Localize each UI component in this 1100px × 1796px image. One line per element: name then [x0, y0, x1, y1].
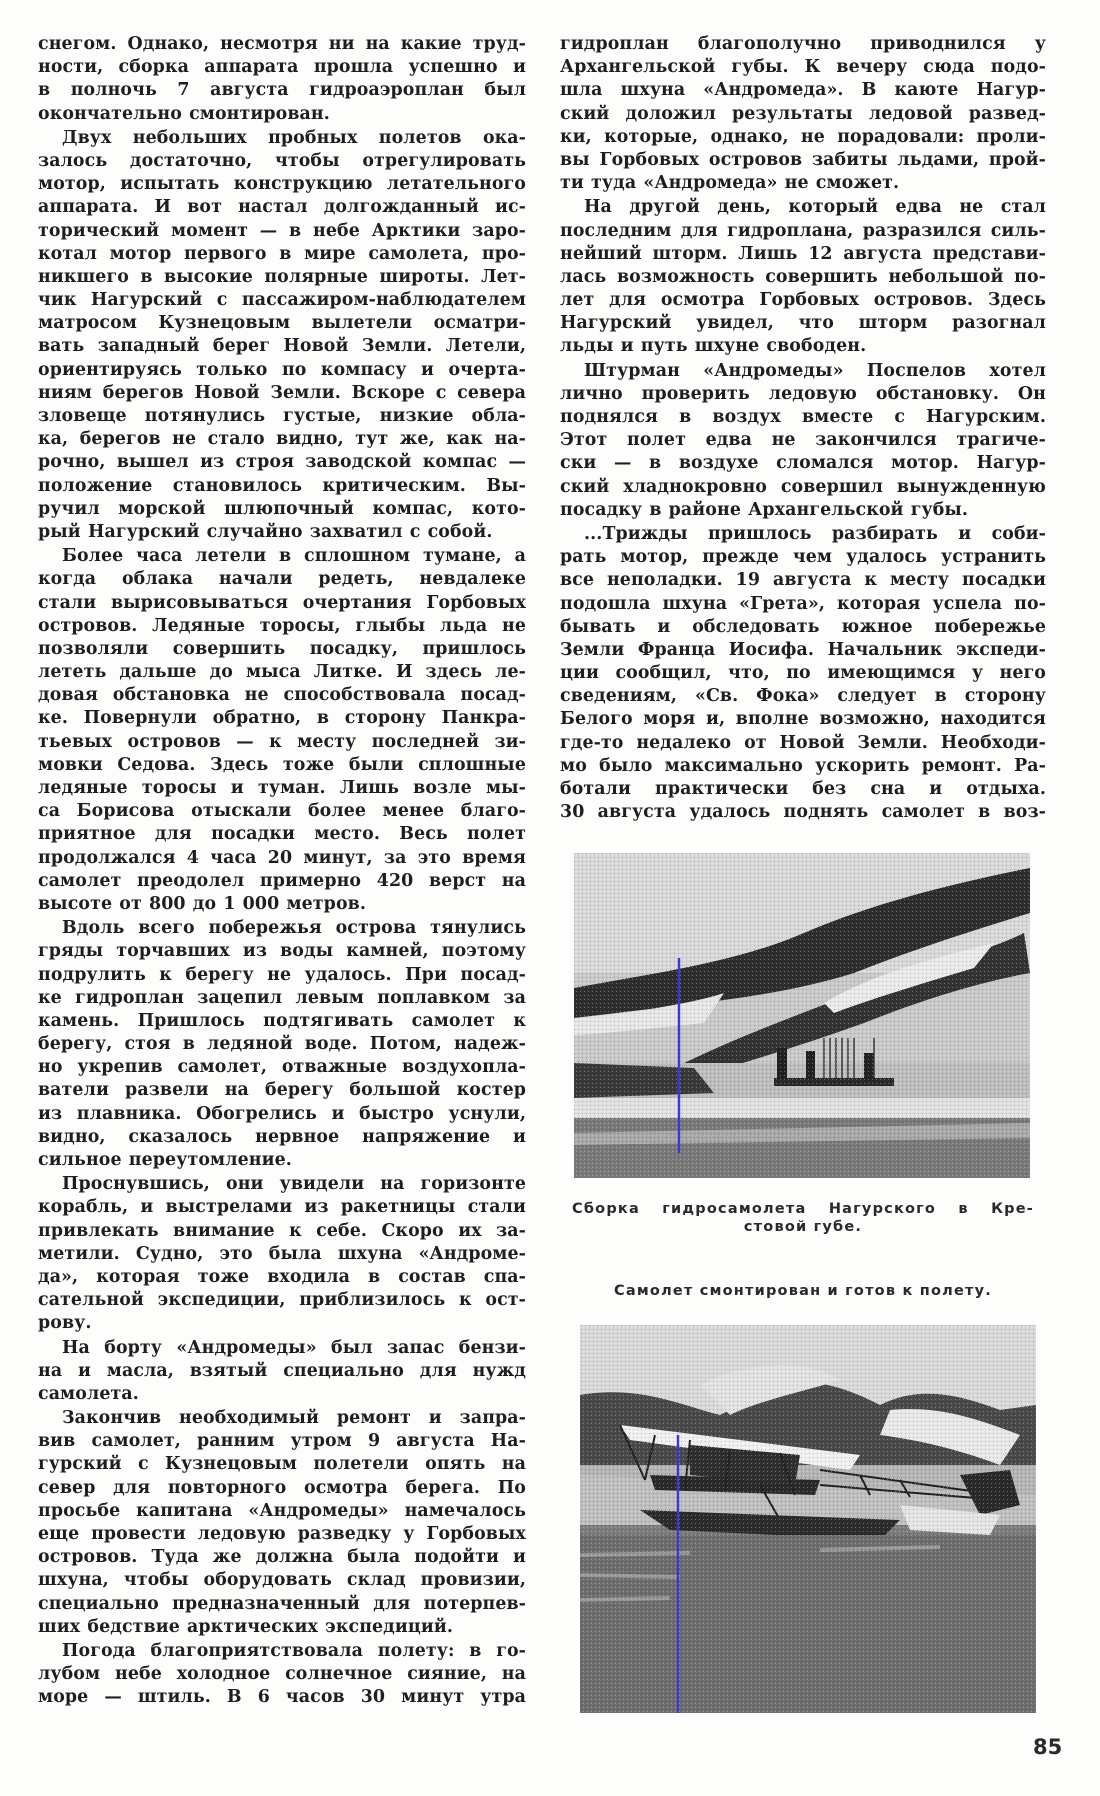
text-line: чик Нагурский с пассажиром-наблюдателем	[38, 290, 526, 311]
text-line: сательной экспедиции, приблизилось к ост-	[38, 1290, 526, 1311]
text-line: ших бедствие арктических экспедиций.	[38, 1616, 453, 1637]
text-line: берегу, стоя в ледяной воде. Потом, надеж-	[38, 1034, 526, 1055]
text-line: ка, берегов не стало видно, тут же, как на-	[38, 429, 526, 450]
text-line: вив самолет, ранним утром 9 августа На-	[38, 1431, 526, 1452]
text-line: Нагурский увидел, что шторм разогнал	[560, 313, 1046, 334]
text-line: гряды торчавших из воды камней, поэтому	[38, 941, 526, 962]
text-line: лась возможность совершить небольшой по-	[560, 266, 1046, 287]
text-line: положение становилось критическим. Вы-	[38, 475, 526, 496]
page-number: 85	[1033, 1735, 1063, 1759]
paragraph	[38, 545, 526, 916]
text-line: самолета.	[38, 1383, 139, 1404]
text-line: высоте от 800 до 1 000 метров.	[38, 893, 366, 914]
text-line: снегом. Однако, несмотря ни на какие труд-	[38, 34, 526, 54]
text-line: лететь дальше до мыса Литке. И здесь ле-	[38, 662, 526, 683]
figure-caption-1-line-1: Сборка гидросамолета Нагурского в Кре-	[572, 1201, 1034, 1217]
paragraph	[38, 1337, 526, 1407]
text-line: довая обстановка не способствовала посад-	[38, 685, 526, 706]
text-line: все неполадки. 19 августа к месту посадки	[560, 570, 1046, 591]
text-line: привлекать внимание к себе. Скоро их за-	[38, 1220, 526, 1241]
text-line: продолжался 4 часа 20 минут, за это время	[38, 847, 526, 868]
text-line: лично проверить ледовую обстановку. Он	[560, 383, 1046, 404]
figure-caption-1-line-2: стовой губе.	[743, 1219, 863, 1235]
text-line: лет для осмотра Горбовых островов. Здесь	[560, 290, 1046, 311]
paragraph	[38, 33, 526, 126]
text-line: ботали практически без сна и отдыха.	[560, 779, 1046, 799]
text-line: где-то недалеко от Новой Земли. Необходи-	[560, 732, 1046, 753]
figure-caption-1	[572, 1200, 1034, 1236]
text-line: Архангельской губы. К вечеру сюда подо-	[560, 57, 1046, 78]
text-line: метили. Судно, это была шхуна «Андроме-	[38, 1243, 526, 1264]
text-line: подрулить к берегу не удалось. При посад-	[38, 964, 526, 985]
text-line: подошла шхуна «Грета», которая успела по-	[560, 593, 1046, 614]
text-line: еще провести ледовую разведку у Горбовых	[38, 1524, 526, 1544]
text-line: Закончив необходимый ремонт и запра-	[62, 1408, 526, 1429]
text-line: вать западный берег Новой Земли. Летели,	[38, 336, 526, 357]
text-line: ке гидроплан зацепил левым поплавком за	[38, 987, 526, 1008]
text-line: мо было максимально ускорить ремонт. Ра-	[560, 755, 1046, 776]
text-line: мовки Седова. Здесь тоже были сплошные	[38, 754, 526, 775]
figure-caption-2: Самолет смонтирован и готов к полету.	[614, 1283, 992, 1299]
text-line: позволяли совершить посадку, пришлось	[38, 638, 526, 659]
text-line: просьбе капитана «Андромеды» намечалось	[38, 1500, 526, 1521]
text-line: Вдоль всего побережья острова тянулись	[62, 918, 526, 939]
text-line: из плавника. Обогрелись и быстро уснули,	[38, 1103, 526, 1124]
text-line: самолет преодолел примерно 420 верст на	[38, 870, 526, 891]
text-line: Этот полет едва не закончился трагиче-	[560, 430, 1046, 451]
text-line: ти туда «Андромеда» не сможет.	[560, 173, 900, 194]
text-line: ки, которые, однако, не порадовали: проли-	[560, 126, 1046, 147]
text-line: ...Трижды пришлось разбирать и соби-	[584, 523, 1046, 544]
text-line: да», которая тоже входила в состав спа-	[38, 1266, 526, 1287]
text-line: островов. Туда же должна была подойти и	[38, 1547, 526, 1568]
text-line: льды и путь шхуне свободен.	[560, 336, 867, 357]
text-line: окончательно смонтирован.	[38, 103, 330, 124]
text-line: ности, сборка аппарата прошла успешно и	[38, 57, 526, 78]
text-line: специально предназначенный для потерпев-	[38, 1593, 526, 1614]
text-line: бывать и обследовать южное побережье	[560, 616, 1046, 637]
left-column	[38, 33, 526, 1710]
text-line: торический момент — в небе Арктики заро-	[38, 220, 526, 241]
text-line: ский доложил результаты ледовой развед-	[560, 103, 1046, 124]
text-line: рый Нагурский случайно захватил с собой.	[38, 521, 493, 542]
text-line: но укрепив самолет, отважные воздухопла-	[38, 1057, 526, 1078]
text-line: Белого моря и, вполне возможно, находится	[560, 709, 1046, 730]
text-line: на и масла, взятый специально для нужд	[38, 1360, 526, 1381]
text-line: Более часа летели в сплошном тумане, а	[62, 546, 526, 567]
text-line: Погода благоприятствовала полету: в го-	[62, 1640, 526, 1661]
photo-seaplane-on-water-image	[580, 1325, 1036, 1713]
paragraph	[560, 33, 1046, 195]
text-line: ции сообщил, что, по имеющимся у него	[560, 663, 1046, 684]
text-line: Проснувшись, они увидели на горизонте	[62, 1174, 526, 1195]
text-line: шла шхуна «Андромеда». В каюте Нагур-	[560, 80, 1046, 101]
paragraph	[38, 1640, 526, 1710]
text-line: ниям берегов Новой Земли. Вскоре с севера	[38, 382, 526, 403]
text-line: Двух небольших пробных полетов ока-	[62, 127, 526, 148]
text-line: посадку в районе Архангельской губы.	[560, 499, 969, 520]
text-line: зловеще потянулись густые, низкие обла-	[38, 406, 526, 426]
paragraph	[38, 127, 526, 544]
text-line: гурский с Кузнецовым полетели опять на	[38, 1454, 526, 1475]
text-line: ский хладнокровно совершил вынужденную	[560, 476, 1046, 497]
text-line: нейший шторм. Лишь 12 августа представи-	[560, 243, 1046, 264]
text-line: стали вырисовываться очертания Горбовых	[38, 592, 526, 613]
text-line: мотор, испытать конструкцию летательного	[38, 174, 526, 195]
text-line: когда облака начали редеть, невдалеке	[38, 569, 526, 590]
paragraph	[38, 1407, 526, 1639]
paragraph	[560, 360, 1046, 522]
text-line: островов. Ледяные торосы, глыбы льда не	[38, 615, 526, 636]
text-line: сильное переутомление.	[38, 1150, 292, 1170]
text-line: север для повторного осмотра берега. По	[38, 1477, 526, 1498]
text-line: тьевых островов — к месту последней зи-	[38, 731, 526, 752]
text-line: шхуна, чтобы оборудовать склад провизии,	[38, 1570, 526, 1591]
text-line: ватели развели на берегу большой костер	[38, 1080, 526, 1101]
text-line: рочно, вышел из строя заводской компас —	[38, 452, 526, 473]
paragraph	[560, 523, 1046, 824]
photo-seaplane-on-water	[580, 1325, 1036, 1713]
text-line: вы Горбовых островов забиты льдами, прой-	[560, 149, 1046, 170]
text-line: са Борисова отыскали более менее благо-	[38, 801, 526, 822]
text-line: аппарата. И вот настал долгожданный ис-	[38, 197, 526, 218]
text-line: видно, сказалось нервное напряжение и	[38, 1126, 526, 1147]
text-line: котал мотор первого в мире самолета, про-	[38, 243, 526, 264]
text-line: ручил морской шлюпочный компас, кото-	[38, 498, 526, 519]
text-line: море — штиль. В 6 часов 30 минут утра	[38, 1687, 526, 1708]
text-line: На другой день, который едва не стал	[584, 197, 1046, 218]
text-line: ски — в воздухе сломался мотор. Нагур-	[560, 453, 1046, 474]
text-line: Земли Франца Иосифа. Начальник экспеди-	[560, 639, 1046, 660]
text-line: в полночь 7 августа гидроаэроплан был	[38, 80, 526, 101]
right-column	[560, 33, 1046, 824]
paragraph	[560, 196, 1046, 358]
text-line: приятное для посадки место. Весь полет	[38, 824, 526, 845]
text-line: гидроплан благополучно приводнился у	[560, 34, 1046, 54]
text-line: последним для гидроплана, разразился силь-	[560, 220, 1046, 241]
text-line: поднялся в воздух вместе с Нагурским.	[560, 407, 1046, 427]
text-line: ке. Повернули обратно, в сторону Панкра-	[38, 708, 526, 729]
text-line: матросом Кузнецовым вылетели осматри-	[38, 313, 526, 334]
text-line: На борту «Андромеды» был запас бензи-	[62, 1337, 526, 1358]
photo-seaplane-assembly	[574, 853, 1030, 1178]
photo-seaplane-assembly-image	[574, 853, 1030, 1178]
text-line: ледяные торосы и туман. Лишь возле мы-	[38, 778, 526, 798]
text-line: корабль, и выстрелами из ракетницы стали	[38, 1197, 526, 1218]
paragraph	[38, 1173, 526, 1335]
text-line: рову.	[38, 1313, 92, 1334]
text-line: сведениям, «Св. Фока» следует в сторону	[560, 686, 1046, 707]
text-line: лубом небе холодное солнечное сияние, на	[38, 1664, 526, 1685]
paragraph	[38, 917, 526, 1172]
text-line: никшего в высокие полярные широты. Лет-	[38, 266, 526, 287]
text-line: залось достаточно, чтобы отрегулировать	[38, 150, 526, 171]
text-line: 30 августа удалось поднять самолет в воз-	[560, 802, 1046, 823]
text-line: ориентируясь только по компасу и очерта-	[38, 359, 526, 380]
text-line: камень. Пришлось подтягивать самолет к	[38, 1010, 526, 1031]
text-line: Штурман «Андромеды» Поспелов хотел	[584, 360, 1046, 381]
text-line: рать мотор, прежде чем удалось устранить	[560, 547, 1046, 568]
